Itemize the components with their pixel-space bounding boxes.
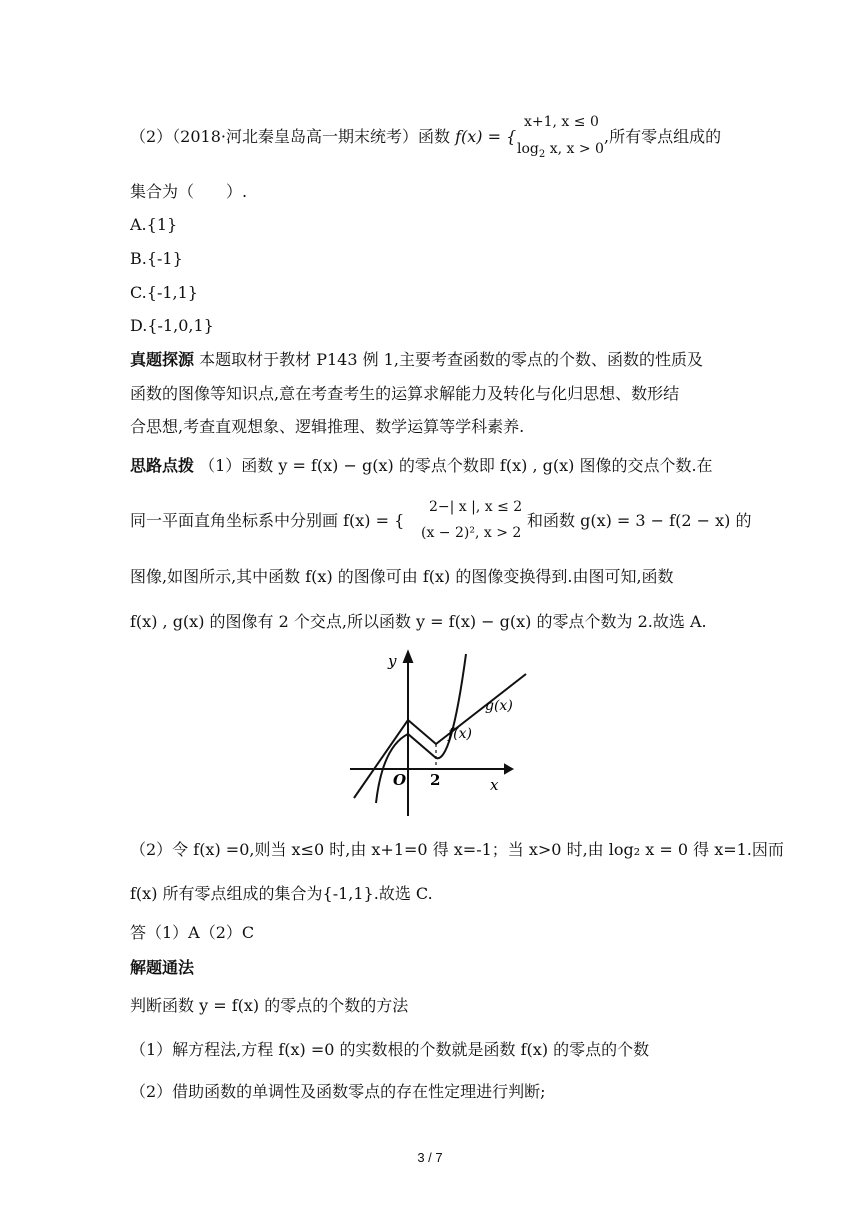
hint-case2: (x − 2)², x > 2: [421, 525, 522, 541]
function-graph: [340, 648, 540, 818]
question-2-function: f(x) = {: [455, 127, 517, 146]
question-2-line1: [130, 126, 516, 148]
solution-2-line1: （2）令 f(x) =0,则当 x≤0 时,由 x+1=0 得 x=-1；当 x>0 时,由 log₂ x = 0 得 x=1.因而: [130, 840, 784, 859]
x-axis-arrow: [505, 765, 512, 773]
source-line2: 函数的图像等知识点,意在考查考生的运算求解能力及转化与化归思想、数形结: [130, 384, 680, 403]
method-label: 解题通法: [130, 958, 195, 977]
source-text-1: 本题取材于教材 P143 例 1,主要考查函数的零点的个数、函数的性质及: [199, 350, 703, 369]
y-axis-label: y: [388, 652, 397, 670]
f-curve-label: f(x): [448, 726, 473, 742]
method-title: 判断函数 y = f(x) 的零点的个数的方法: [130, 996, 409, 1015]
hint-line4: f(x) , g(x) 的图像有 2 个交点,所以函数 y = f(x) − g(x) 的零点个数为 2.故选 A.: [130, 612, 707, 631]
solution-2-line2: f(x) 所有零点组成的集合为{-1,1}.故选 C.: [130, 884, 433, 903]
page-number: 3 / 7: [417, 1150, 443, 1165]
hint-line2a: 同一平面直角坐标系中分别画 f(x) = {: [130, 511, 405, 530]
method-2: （2）借助函数的单调性及函数零点的存在性定理进行判断;: [130, 1082, 546, 1101]
option-d: D.{-1,0,1}: [130, 316, 214, 335]
question-2-suffix: ,所有零点组成的: [604, 127, 722, 146]
y-axis-arrow: [404, 652, 412, 662]
method-1: （1）解方程法,方程 f(x) =0 的实数根的个数就是函数 f(x) 的零点的个数: [130, 1040, 650, 1059]
hint-label: 思路点拨: [130, 456, 195, 475]
hint-text-1: （1）函数 y = f(x) − g(x) 的零点个数即 f(x) , g(x) 图像的交点个数.在: [199, 456, 713, 475]
hint-case1: 2−| x |, x ≤ 2: [429, 499, 523, 515]
option-c: C.{-1,1}: [130, 283, 198, 302]
hint-line2b: 和函数 g(x) = 3 − f(2 − x) 的: [527, 511, 752, 530]
hint-line3: 图像,如图所示,其中函数 f(x) 的图像可由 f(x) 的图像变换得到.由图可知,函数: [130, 567, 674, 586]
source-line1: [130, 349, 703, 371]
hint-line1: [130, 455, 713, 477]
question-2-prefix: （2）（2018·河北秦皇岛高一期末统考）函数: [130, 127, 450, 146]
tick-label-2: 2: [430, 771, 441, 789]
x-axis-label: x: [490, 776, 499, 794]
answer-line: 答（1）A（2）C: [130, 923, 255, 942]
question-2-case1: x+1, x ≤ 0: [524, 114, 599, 130]
g-curve-label: g(x): [485, 698, 513, 714]
origin-label: O: [393, 771, 407, 789]
source-line3: 合思想,考查直观想象、逻辑推理、数学运算等学科素养.: [130, 417, 525, 436]
question-2-case2: $\log_2 x$, x > 0: [517, 141, 604, 160]
source-label: 真题探源: [130, 350, 195, 369]
option-b: B.{-1}: [130, 249, 183, 268]
option-a: A.{1}: [130, 215, 178, 234]
question-2-line2: 集合为（ ）.: [130, 182, 248, 201]
